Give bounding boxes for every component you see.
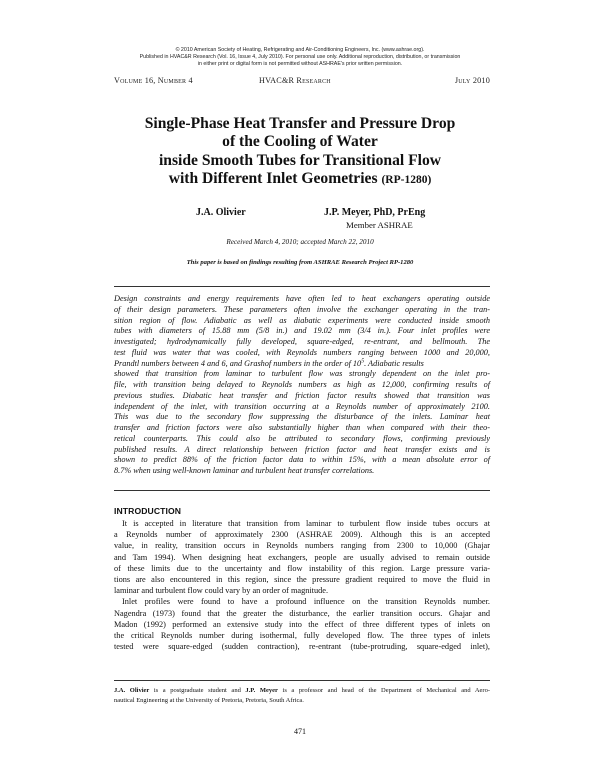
body-line: tions are also encountered in this region, since the pressure gradient required to move the fluid in xyxy=(114,575,490,585)
author-2-membership: Member ASHRAE xyxy=(346,220,413,230)
header-journal: HVAC&R Research xyxy=(259,76,331,85)
title-line-4 xyxy=(80,170,520,189)
title-project-code: (RP-1280) xyxy=(381,174,432,187)
abstract-line: independent of the inlet, with transition occurring at a Reynolds number of approximately 2100. xyxy=(114,401,490,411)
abstract-line: published results. A direct relationship between friction factor and heat transfer exists and is xyxy=(114,444,490,454)
body-line: Madon (1992) performed an extensive study into the effect of three different types of inlets on xyxy=(114,619,490,629)
abstract-line xyxy=(114,359,490,370)
abstract-line: This was due to the secondary flow suppressing the disturbance of the inlets. Laminar heat xyxy=(114,412,490,422)
abstract-line: tubes with diameters of 15.88 mm (5/8 in.) and 19.02 mm (3/4 in.). Four inlet profiles were xyxy=(114,326,490,336)
abstract-line: test fluid was water that was cooled, with Reynolds numbers ranging between 1000 and 20,000, xyxy=(114,347,490,357)
abstract-line: 8.7% when using well-known laminar and turbulent heat transfer correlations. xyxy=(114,466,375,475)
footnote-rule xyxy=(114,680,490,681)
footnote-line-2: nautical Engineering at the University of Pretoria, Pretoria, South Africa. xyxy=(114,697,304,704)
project-note: This paper is based on findings resulting from ASHRAE Research Project RP-1280 xyxy=(186,259,414,266)
body-line: and Tam 1994). When designing heat exchangers, people are usually advised to remain outside xyxy=(114,552,490,562)
page-number: 471 xyxy=(294,727,306,736)
body-line: Inlet profiles were found to have a profound influence on the transition Reynolds number. xyxy=(122,597,490,607)
body-line: Nagendra (1973) found that the greater the disturbance, the earlier transition occurs. Ghajar and xyxy=(114,608,490,618)
running-header xyxy=(114,76,490,88)
abstract-line: investigated; hydrodynamically fully developed, square-edged, re-entrant, and bellmouth. The xyxy=(114,337,490,346)
abstract-line: retical counterparts. This could also be attributed to secondary flows, confirming previously xyxy=(114,433,490,443)
title-line-4-text: with Different Inlet Geometries xyxy=(168,170,378,188)
abstract-line-7-tail: . Adiabatic results xyxy=(364,358,424,368)
abstract-line: file, with transition being delayed to Reynolds numbers as high as 12,000, confirming results of xyxy=(114,380,490,389)
abstract-line-7-text: Prandtl numbers between 4 and 6, and Grashof numbers in the order of 10 xyxy=(114,358,362,368)
abstract-line: sition region of flow. Adiabatic as well as diabatic experiments were conducted inside smooth xyxy=(114,315,490,325)
author-2: J.P. Meyer, PhD, PrEng xyxy=(324,207,426,218)
abstract-line: of their design parameters. These parameters often involve the exchanger operating in the tran- xyxy=(114,304,490,314)
body-line: a Reynolds number of approximately 2300 (ASHRAE 2009). Although this is an accepted xyxy=(114,530,490,540)
abstract-line: shown to predict 88% of the friction factor data to within 15%, with a mean absolute error of xyxy=(114,455,490,465)
abstract-line: Design constraints and energy requirements have often led to heat exchangers operating outside xyxy=(114,294,490,303)
abstract-line: showed that transition from laminar to turbulent flow was strongly dependent on the inlet pro- xyxy=(114,369,490,379)
header-date: July 2010 xyxy=(454,76,490,85)
header-volume: Volume 16, Number 4 xyxy=(114,76,193,85)
body-line: value, in reality, transition occurs in Reynolds numbers ranging from 2300 to 10,000 (Ghajar xyxy=(114,541,490,551)
body-line: the critical Reynolds number during isothermal, fully developed flow. The three types of inlets xyxy=(114,631,490,641)
grashof-exponent: 5 xyxy=(361,357,365,364)
abstract-line: previous studies. Diabatic heat transfer and friction factor results showed that transition was xyxy=(114,390,490,400)
title-line-1: Single-Phase Heat Transfer and Pressure Drop xyxy=(144,115,456,132)
title-line-3: inside Smooth Tubes for Transitional Flow xyxy=(158,151,442,169)
footnote-text-1: is a postgraduate student and xyxy=(149,687,246,694)
received-dates: Received March 4, 2010; accepted March 22, 2010 xyxy=(226,238,374,246)
abstract xyxy=(114,294,490,477)
body-line: of these limits due to the uncertainty and flow instability of this region. Large pressure varia- xyxy=(114,563,490,573)
body-line: laminar and turbulent flow could vary by an order of magnitude. xyxy=(114,586,329,596)
title-line-2: of the Cooling of Water xyxy=(222,133,378,151)
paper-title xyxy=(80,115,520,190)
footnote-text-2: is a professor and head of the Department of Mechanical and Aero- xyxy=(277,687,490,694)
footnote-author-2: J.P. Meyer xyxy=(245,687,278,694)
section-heading-introduction: INTRODUCTION xyxy=(114,506,182,516)
copyright-notice xyxy=(80,47,520,68)
footnote-line-1 xyxy=(114,686,490,696)
copyright-line-1: © 2010 American Society of Heating, Refrigerating and Air-Conditioning Engineers, Inc. (www.ashrae.org). xyxy=(175,47,425,53)
body-line: tested were square-edged (sudden contraction), re-entrant (tube-protruding, square-edged inlet), xyxy=(114,642,490,652)
abstract-bottom-rule xyxy=(114,490,490,491)
body-line: It is accepted in literature that transition from laminar to turbulent flow inside tubes occurs at xyxy=(122,519,490,528)
copyright-line-3: in either print or digital form is not permitted without ASHRAE's prior written permission. xyxy=(197,61,403,67)
footnote-author-1: J.A. Olivier xyxy=(114,687,150,694)
copyright-line-2: Published in HVAC&R Research (Vol. 16, Issue 4, July 2010). For personal use only. Additional reproduction, distribution, or transmission xyxy=(139,54,461,60)
author-1: J.A. Olivier xyxy=(196,207,246,218)
abstract-top-rule xyxy=(114,286,490,287)
introduction-body xyxy=(114,518,490,652)
author-footnote xyxy=(114,686,490,706)
abstract-line: transfer and friction factors were also substantially higher than when compared with their theo- xyxy=(114,423,490,432)
